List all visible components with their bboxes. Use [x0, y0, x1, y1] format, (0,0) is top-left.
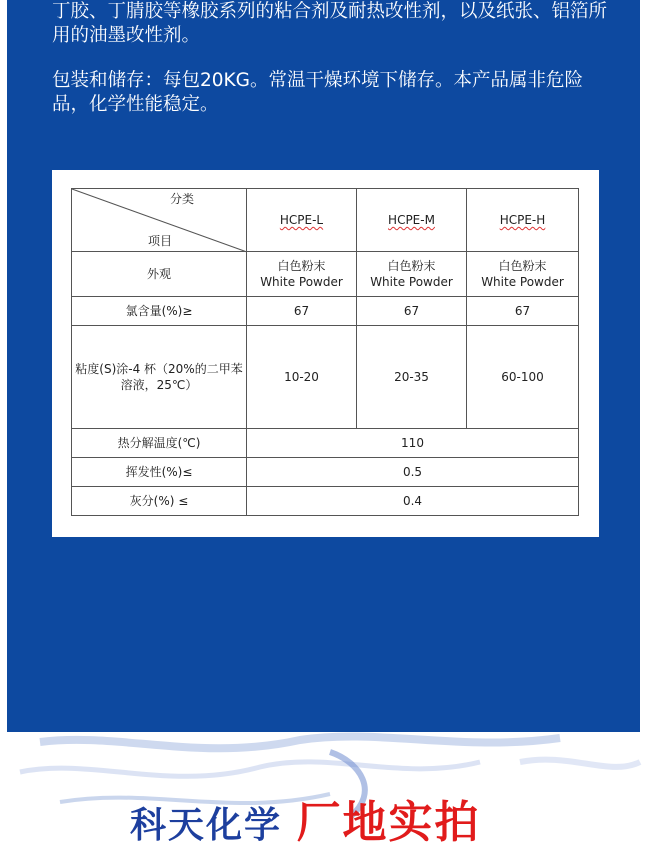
cell-value: 67	[247, 297, 357, 326]
cell-value: 0.4	[247, 487, 579, 516]
model-header-l: HCPE-L	[247, 189, 357, 252]
banner-title	[130, 786, 481, 850]
corner-item-label: 项目	[148, 234, 173, 248]
cell-value: 110	[247, 429, 579, 458]
table-row	[72, 297, 579, 326]
table-row	[72, 326, 579, 429]
banner-title-factory-photos: 厂地实拍	[296, 797, 481, 848]
row-label-volatility: 挥发性(%)≤	[72, 458, 247, 487]
row-label-viscosity: 粘度(S)涂-4 杯（20%的二甲苯溶液，25℃）	[72, 326, 247, 429]
cell-value: 10-20	[247, 326, 357, 429]
corner-cell	[72, 189, 247, 252]
row-label-chlorine: 氯含量(%)≥	[72, 297, 247, 326]
table-row	[72, 458, 579, 487]
model-header-m: HCPE-M	[357, 189, 467, 252]
row-label-ash: 灰分(%) ≤	[72, 487, 247, 516]
corner-category-label: 分类	[169, 192, 194, 206]
spec-table	[71, 188, 579, 516]
row-label-appearance: 外观	[72, 252, 247, 297]
cell-value: 20-35	[357, 326, 467, 429]
table-row	[72, 429, 579, 458]
cell-value: 0.5	[247, 458, 579, 487]
cell-value: 白色粉末 White Powder	[357, 252, 467, 297]
cell-value: 67	[467, 297, 579, 326]
spec-table-card	[52, 170, 599, 537]
row-label-decomposition: 热分解温度(℃)	[72, 429, 247, 458]
cell-value: 60-100	[467, 326, 579, 429]
applications-text: 丁胶、丁腈胶等橡胶系列的粘合剂及耐热改性剂，以及纸张、铝箔所用的油墨改性剂。	[52, 1, 608, 46]
model-header-h: HCPE-H	[467, 189, 579, 252]
cell-value: 白色粉末 White Powder	[247, 252, 357, 297]
storage-text: 包装和储存：每包20KG。常温干燥环境下储存。本产品属非危险品，化学性能稳定。	[52, 70, 584, 115]
banner-section	[0, 732, 650, 848]
cell-value: 白色粉末 White Powder	[467, 252, 579, 297]
cell-value: 67	[357, 297, 467, 326]
table-row	[72, 252, 579, 297]
header-row	[72, 189, 579, 252]
banner-title-company: 科天化学	[130, 805, 283, 846]
table-row	[72, 487, 579, 516]
